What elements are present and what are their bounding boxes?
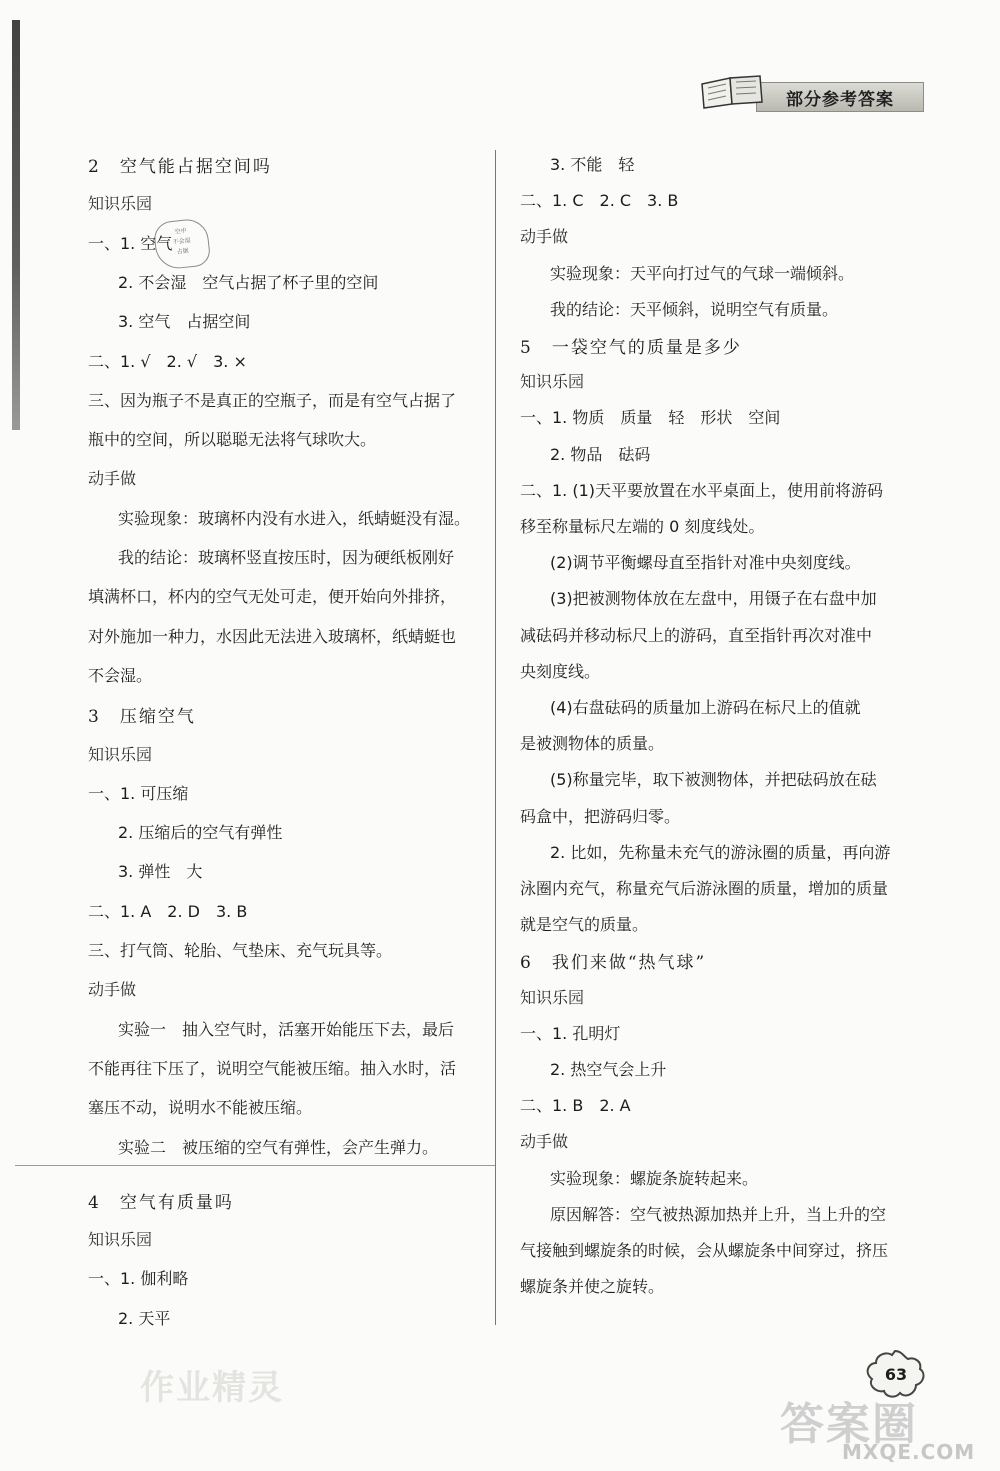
answer-line: 2. 热空气会上升 — [550, 1060, 667, 1079]
watermark-logo-text: 答案圈 — [780, 1399, 918, 1450]
answer-line: 一、1. 空气 — [88, 233, 173, 253]
answer-line: 2. 物品 砝码 — [550, 444, 651, 464]
subsection-label: 知识乐园 — [88, 1230, 153, 1250]
answer-line: 是被测物体的质量。 — [520, 734, 665, 754]
answer-line: 一、1. 孔明灯 — [520, 1023, 621, 1043]
answer-line: 对外施加一种力，水因此无法进入玻璃杯，纸蜻蜓也 — [88, 626, 457, 646]
answer-line: 实验二 被压缩的空气有弹性，会产生弹力。 — [118, 1137, 439, 1157]
section-heading: 5 一袋空气的质量是多少 — [520, 338, 742, 358]
subsection-label: 动手做 — [88, 980, 137, 1000]
section-heading: 2 空气能占据空间吗 — [88, 157, 272, 177]
answer-line: (5)称量完毕，取下被测物体，并把砝码放在砝 — [550, 770, 877, 790]
page-number: 63 — [884, 1365, 908, 1384]
answer-line: 泳圈内充气，称量充气后游泳圈的质量，增加的质量 — [520, 879, 889, 898]
answer-line: 就是空气的质量。 — [520, 915, 649, 935]
section-heading: 6 我们来做“热气球” — [520, 953, 707, 974]
section-divider — [15, 1165, 495, 1166]
answer-line: (2)调节平衡螺母直至指针对准中央刻度线。 — [550, 553, 861, 573]
answer-line: 二、1. B 2. A — [520, 1096, 631, 1116]
answer-line: 不会湿。 — [88, 665, 153, 685]
answer-line: 塞压不动，说明水不能被压缩。 — [88, 1098, 313, 1118]
answer-line: 2. 不会湿 空气占据了杯子里的空间 — [118, 272, 379, 292]
answer-line: 一、1. 可压缩 — [88, 783, 189, 803]
subsection-label: 动手做 — [520, 227, 569, 247]
binding-edge — [12, 20, 20, 430]
answer-line: 一、1. 伽利略 — [88, 1269, 189, 1289]
answer-line: (4)右盘砝码的质量加上游码在标尺上的值就 — [550, 698, 861, 717]
answer-line: 一、1. 物质 质量 轻 形状 空间 — [520, 408, 781, 428]
handwritten-stamp: 空中 不会湿 占据 — [153, 217, 212, 270]
answer-line: 填满杯口，杯内的空气无处可走，便开始向外排挤， — [88, 587, 457, 607]
answer-line: 二、1. √ 2. √ 3. × — [88, 351, 247, 371]
answer-line: 瓶中的空间，所以聪聪无法将气球吹大。 — [88, 430, 377, 450]
answer-line: 螺旋条并使之旋转。 — [520, 1277, 665, 1297]
answer-line: 码盒中，把游码归零。 — [520, 806, 681, 826]
answer-line: 实验现象：天平向打过气的气球一端倾斜。 — [550, 263, 855, 283]
answer-line: 央刻度线。 — [520, 661, 601, 681]
answer-line: 移至称量标尺左端的 0 刻度线处。 — [520, 517, 765, 536]
answer-line: 实验现象：玻璃杯内没有水进入，纸蜻蜓没有湿。 — [118, 508, 471, 528]
answer-line: 二、1. C 2. C 3. B — [520, 191, 679, 211]
answer-line: 2. 比如，先称量未充气的游泳圈的质量，再向游 — [550, 842, 891, 862]
section-heading: 4 空气有质量吗 — [88, 1192, 234, 1213]
answer-line: 3. 弹性 大 — [118, 862, 203, 882]
subsection-label: 知识乐园 — [520, 372, 585, 392]
answer-line: 减砝码并移动标尺上的游码，直至指针再次对准中 — [520, 625, 873, 645]
answer-line: 2. 天平 — [118, 1308, 171, 1328]
answer-line: 2. 压缩后的空气有弹性 — [118, 823, 283, 843]
answer-line: 我的结论：玻璃杯竖直按压时，因为硬纸板刚好 — [118, 548, 455, 567]
answer-line: 原因解答：空气被热源加热并上升，当上升的空 — [550, 1204, 887, 1224]
answer-line: 3. 空气 占据空间 — [118, 312, 251, 332]
subsection-label: 动手做 — [88, 469, 137, 489]
watermark-site: MXQE.COM — [842, 1440, 976, 1464]
answer-line: 三、因为瓶子不是真正的空瓶子，而是有空气占据了 — [88, 390, 457, 410]
answer-line: (3)把被测物体放在左盘中，用镊子在右盘中加 — [550, 589, 877, 609]
answer-line: 不能再往下压了，说明空气能被压缩。抽入水时，活 — [88, 1058, 457, 1078]
answer-line: 气接触到螺旋条的时候，会从螺旋条中间穿过，挤压 — [520, 1241, 889, 1260]
subsection-label: 动手做 — [520, 1132, 569, 1152]
watermark-text: 作业精灵 — [140, 1368, 284, 1408]
answer-line: 3. 不能 轻 — [550, 155, 635, 174]
column-divider — [495, 150, 496, 1325]
header-title: 部分参考答案 — [786, 90, 894, 110]
subsection-label: 知识乐园 — [88, 194, 153, 214]
subsection-label: 知识乐园 — [520, 987, 585, 1007]
open-book-icon — [698, 72, 768, 112]
answer-line: 三、打气筒、轮胎、气垫床、充气玩具等。 — [88, 941, 393, 960]
subsection-label: 知识乐园 — [88, 744, 153, 764]
section-heading: 3 压缩空气 — [88, 707, 196, 728]
answer-line: 实验现象：螺旋条旋转起来。 — [550, 1168, 759, 1188]
answer-line: 实验一 抽入空气时，活塞开始能压下去，最后 — [118, 1019, 455, 1039]
answer-line: 二、1. (1)天平要放置在水平桌面上，使用前将游码 — [520, 480, 884, 500]
answer-line: 二、1. A 2. D 3. B — [88, 901, 248, 921]
answer-line: 我的结论：天平倾斜，说明空气有质量。 — [550, 299, 839, 319]
answer-header-badge — [698, 72, 922, 112]
